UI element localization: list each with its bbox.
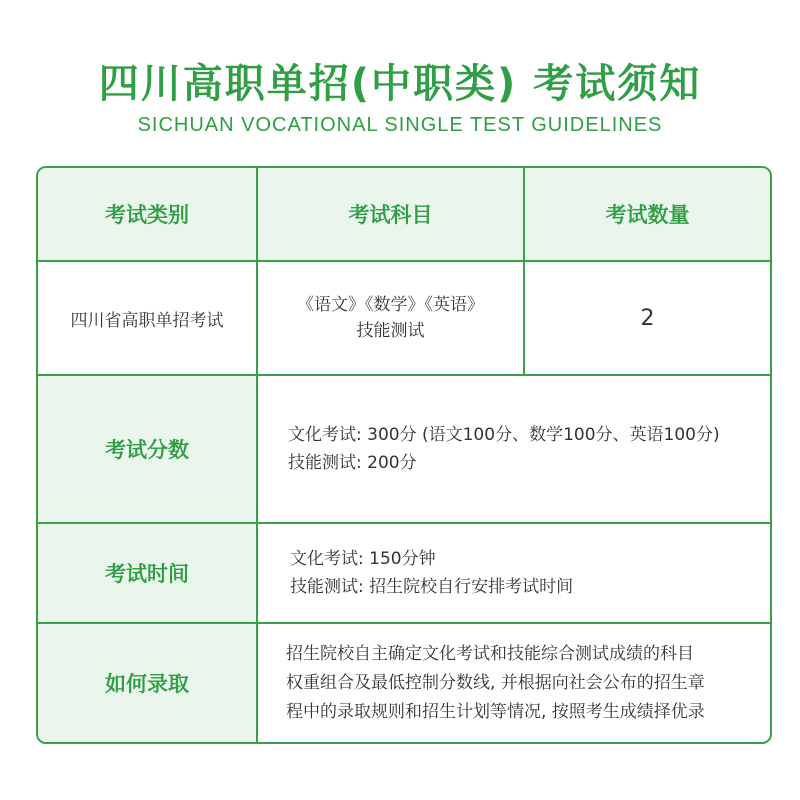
page-subtitle: SICHUAN VOCATIONAL SINGLE TEST GUIDELINES — [137, 114, 663, 136]
time-line2: 技能测试: 招生院校自行安排考试时间 — [290, 577, 574, 597]
row1-count: 2 — [523, 260, 770, 374]
row1-subjects-line1: 《语文》《数学》《英语》 — [297, 295, 484, 315]
score-line1: 文化考试: 300分 (语文100分、数学100分、英语100分) — [288, 425, 720, 445]
admission-line3: 程中的录取规则和招生计划等情况, 按照考生成绩择优录 — [286, 701, 705, 722]
page-title: 四川高职单招(中职类) 考试须知 — [98, 61, 702, 107]
time-content — [256, 522, 770, 622]
header-exam-subjects: 考试科目 — [256, 168, 523, 260]
row1-category: 四川省高职单招考试 — [38, 260, 256, 374]
header-exam-category: 考试类别 — [38, 168, 256, 260]
score-label: 考试分数 — [38, 374, 256, 522]
time-line1: 文化考试: 150分钟 — [290, 549, 436, 569]
score-line2: 技能测试: 200分 — [288, 453, 417, 473]
row1-subjects-line2: 技能测试 — [356, 321, 425, 341]
header-exam-count: 考试数量 — [523, 168, 770, 260]
admission-line1: 招生院校自主确定文化考试和技能综合测试成绩的科目 — [286, 643, 694, 664]
score-content — [256, 374, 770, 522]
guidelines-table — [36, 166, 772, 744]
admission-label: 如何录取 — [38, 622, 256, 742]
admission-line2: 权重组合及最低控制分数线, 并根据向社会公布的招生章 — [286, 672, 705, 693]
admission-content — [256, 622, 770, 742]
time-label: 考试时间 — [38, 522, 256, 622]
row1-subjects — [256, 260, 523, 374]
